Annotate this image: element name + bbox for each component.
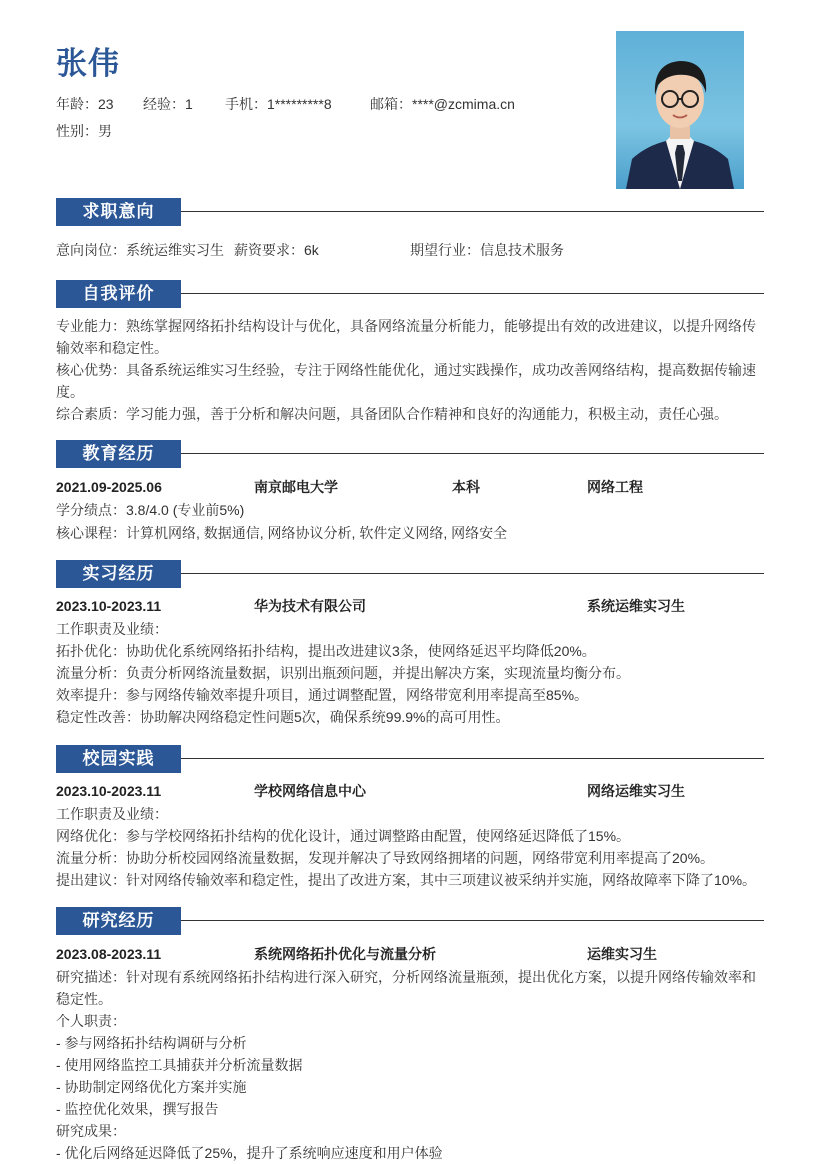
internship-company: 华为技术有限公司 bbox=[254, 598, 366, 614]
education-courses: 核心课程：计算机网络, 数据通信, 网络协议分析, 软件定义网络, 网络安全 bbox=[56, 525, 508, 541]
section-header-research bbox=[56, 907, 764, 935]
research-line: - 参与网络拓扑结构调研与分析 bbox=[56, 1035, 247, 1051]
section-header-education bbox=[56, 440, 764, 468]
research-line: 研究描述：针对现有系统网络拓扑结构进行深入研究，分析网络流量瓶颈，提出优化方案，以提升网络传输效率和 bbox=[56, 969, 756, 985]
research-role: 运维实习生 bbox=[587, 946, 657, 962]
age-text: 年龄：23 bbox=[56, 96, 114, 112]
research-line: 研究成果： bbox=[56, 1123, 126, 1139]
internship-row bbox=[56, 595, 764, 617]
experience-text: 经验：1 bbox=[143, 96, 193, 112]
candidate-name: 张伟 bbox=[56, 46, 120, 81]
section-divider bbox=[181, 293, 764, 294]
research-line: 稳定性。 bbox=[56, 991, 112, 1007]
self-eval-line: 输效率和稳定性。 bbox=[56, 340, 168, 356]
self-eval-line: 专业能力：熟练掌握网络拓扑结构设计与优化，具备网络流量分析能力，能够提出有效的改进建议，以提升网络传 bbox=[56, 318, 756, 334]
section-title: 教育经历 bbox=[56, 440, 181, 468]
section-header-self-eval bbox=[56, 280, 764, 308]
campus-line: 工作职责及业绩： bbox=[56, 806, 168, 822]
education-row bbox=[56, 476, 764, 498]
section-divider bbox=[181, 758, 764, 759]
section-divider bbox=[181, 453, 764, 454]
campus-row bbox=[56, 780, 764, 802]
education-gpa: 学分绩点：3.8/4.0 (专业前5%) bbox=[56, 502, 245, 518]
research-line: - 监控优化效果，撰写报告 bbox=[56, 1101, 219, 1117]
research-date: 2023.08-2023.11 bbox=[56, 946, 162, 962]
research-row bbox=[56, 943, 764, 965]
education-major: 网络工程 bbox=[587, 479, 643, 495]
intent-industry: 期望行业：信息技术服务 bbox=[410, 242, 564, 258]
self-eval-line: 核心优势：具备系统运维实习生经验，专注于网络性能优化，通过实践操作，成功改善网络结构，提高数据传输速 bbox=[56, 362, 756, 378]
gender-row bbox=[56, 121, 112, 141]
campus-line: 网络优化：参与学校网络拓扑结构的优化设计，通过调整路由配置，使网络延迟降低了15%。 bbox=[56, 828, 631, 844]
education-school: 南京邮电大学 bbox=[254, 479, 338, 495]
internship-line: 拓扑优化：协助优化系统网络拓扑结构，提出改进建议3条，使网络延迟平均降低20%。 bbox=[56, 643, 596, 659]
research-project: 系统网络拓扑优化与流量分析 bbox=[254, 946, 436, 962]
intent-salary: 薪资要求：6k bbox=[234, 242, 319, 258]
section-title: 自我评价 bbox=[56, 280, 181, 308]
section-divider bbox=[181, 573, 764, 574]
internship-line: 稳定性改善：协助解决网络稳定性问题5次，确保系统99.9%的高可用性。 bbox=[56, 709, 510, 725]
section-header-campus bbox=[56, 745, 764, 773]
section-header-internship bbox=[56, 560, 764, 588]
section-title: 研究经历 bbox=[56, 907, 181, 935]
section-divider bbox=[181, 920, 764, 921]
section-divider bbox=[181, 211, 764, 212]
campus-date: 2023.10-2023.11 bbox=[56, 783, 162, 799]
profile-photo bbox=[616, 31, 744, 189]
education-date: 2021.09-2025.06 bbox=[56, 479, 162, 495]
research-line: - 优化后网络延迟降低了25%，提升了系统响应速度和用户体验 bbox=[56, 1145, 443, 1161]
internship-line: 工作职责及业绩： bbox=[56, 621, 168, 637]
education-degree: 本科 bbox=[452, 479, 480, 495]
self-eval-line: 度。 bbox=[56, 384, 84, 400]
intent-row bbox=[56, 239, 764, 261]
internship-line: 效率提升：参与网络传输效率提升项目，通过调整配置，网络带宽利用率提高至85%。 bbox=[56, 687, 589, 703]
research-line: 个人职责： bbox=[56, 1013, 126, 1029]
research-line: - 协助制定网络优化方案并实施 bbox=[56, 1079, 247, 1095]
section-title: 实习经历 bbox=[56, 560, 181, 588]
section-title: 求职意向 bbox=[56, 198, 181, 226]
campus-line: 提出建议：针对网络传输效率和稳定性，提出了改进方案，其中三项建议被采纳并实施，网络故障率下降了10%。 bbox=[56, 872, 757, 888]
campus-role: 网络运维实习生 bbox=[587, 783, 685, 799]
intent-position: 意向岗位：系统运维实习生 bbox=[56, 242, 224, 258]
internship-line: 流量分析：负责分析网络流量数据，识别出瓶颈问题，并提出解决方案，实现流量均衡分布。 bbox=[56, 665, 630, 681]
internship-date: 2023.10-2023.11 bbox=[56, 598, 162, 614]
gender-text: 性别：男 bbox=[56, 123, 112, 139]
research-line: - 使用网络监控工具捕获并分析流量数据 bbox=[56, 1057, 303, 1073]
internship-role: 系统运维实习生 bbox=[587, 598, 685, 614]
email-text: 邮箱：****@zcmima.cn bbox=[370, 96, 515, 112]
section-title: 校园实践 bbox=[56, 745, 181, 773]
basic-info-row bbox=[56, 94, 515, 114]
campus-org: 学校网络信息中心 bbox=[254, 783, 366, 799]
section-header-intent bbox=[56, 198, 764, 226]
phone-text: 手机：1*********8 bbox=[225, 96, 332, 112]
self-eval-line: 综合素质：学习能力强，善于分析和解决问题，具备团队合作精神和良好的沟通能力，积极主动，责任心强。 bbox=[56, 406, 728, 422]
campus-line: 流量分析：协助分析校园网络流量数据，发现并解决了导致网络拥堵的问题，网络带宽利用率提高了20%。 bbox=[56, 850, 715, 866]
